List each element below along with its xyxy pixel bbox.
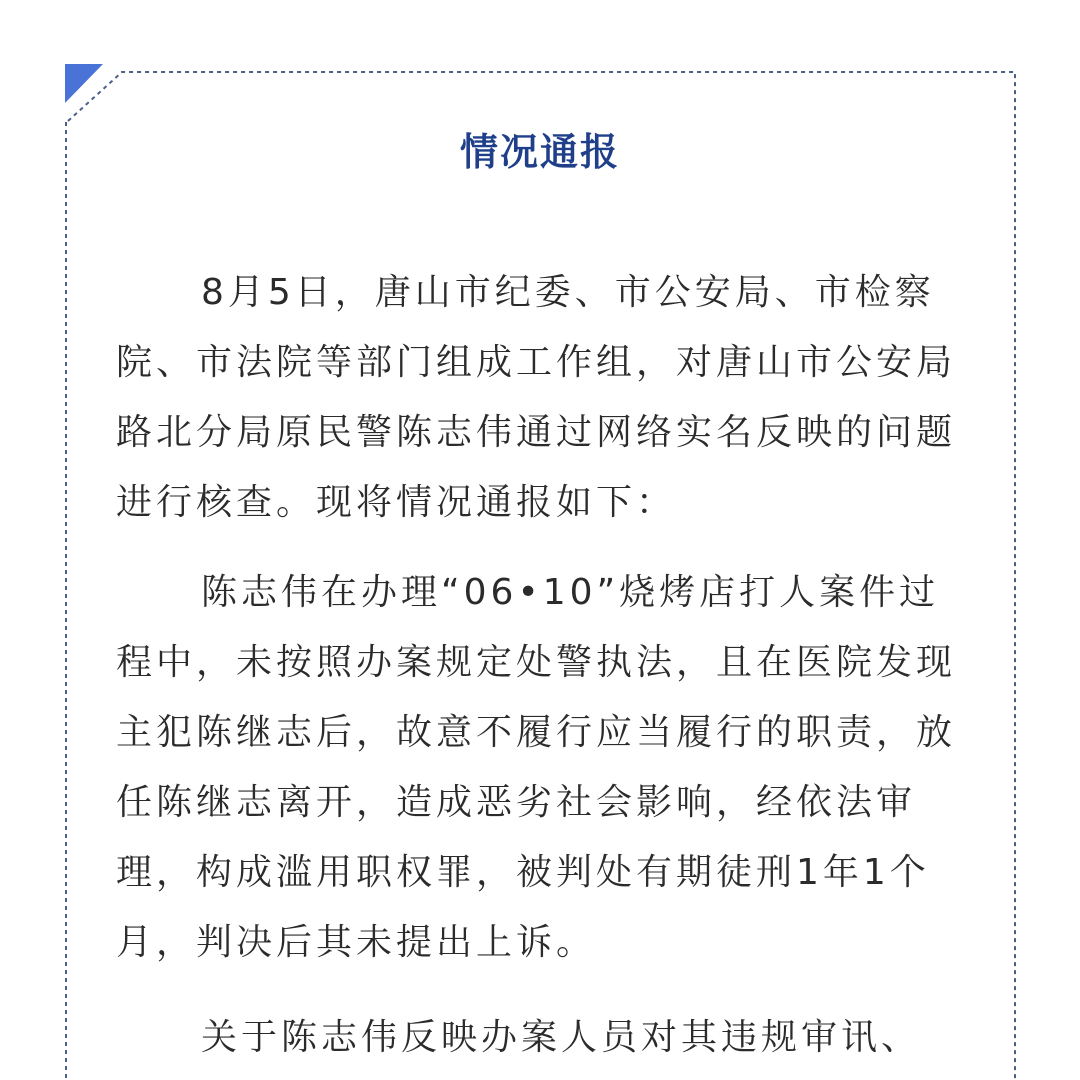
notice-paragraph-1: 8月5日，唐山市纪委、市公安局、市检察院、市法院等部门组成工作组，对唐山市公安局路北分局原民警陈志伟通过网络实名反映的问题进行核查。现将情况通报如下： <box>116 272 957 523</box>
notice-paragraph-3: 关于陈志伟反映办案人员对其违规审讯、 <box>201 1017 922 1058</box>
notice-paragraph-2: 陈志伟在办理“06•10”烧烤店打人案件过程中，未按照办案规定处警执法，且在医院发现主犯陈继志后，故意不履行应当履行的职责，放任陈继志离开，造成恶劣社会影响，经依法审理，构成滥用职权罪，被判处有期徒刑1年1个月，判决后其未提出上诉。 <box>116 572 957 963</box>
corner-accent-icon <box>65 64 103 103</box>
notice-title: 情况通报 <box>459 130 620 174</box>
